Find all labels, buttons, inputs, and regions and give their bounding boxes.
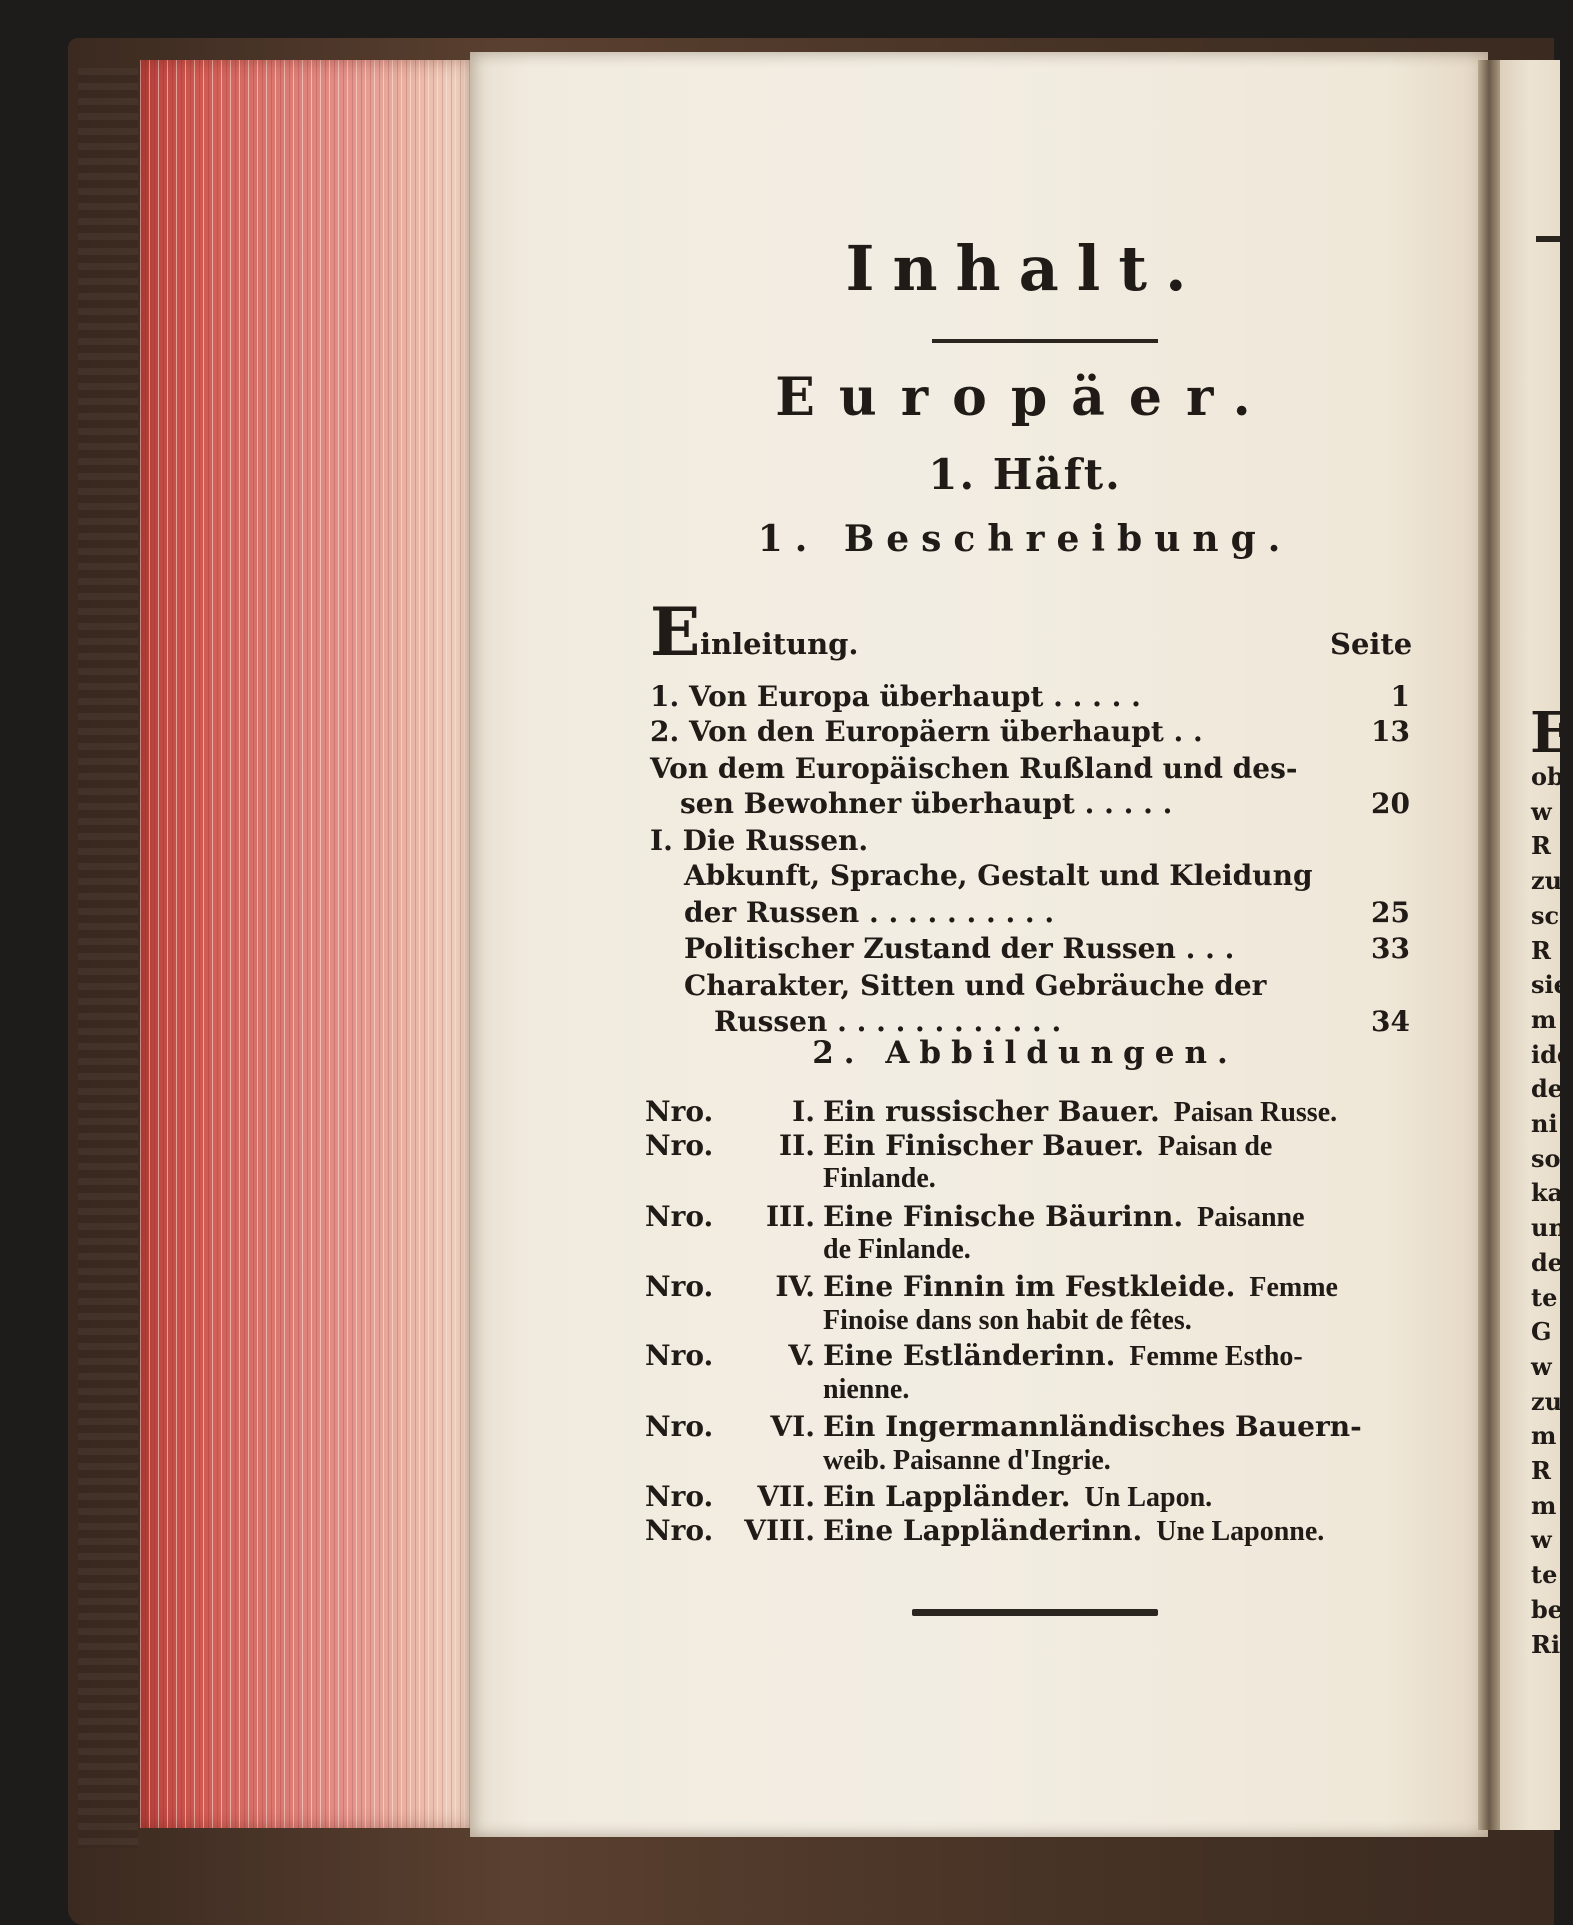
right-page-fragment: be — [1531, 1594, 1564, 1624]
toc-entry-page: 33 — [1371, 932, 1410, 965]
right-page-fragment: sie — [1531, 970, 1569, 1000]
right-page-fragment: G — [1531, 1317, 1552, 1347]
abbildung-row — [645, 1339, 1415, 1373]
abbildung-nro: Nro. — [645, 1270, 714, 1303]
abbildung-number: I. — [792, 1095, 815, 1128]
toc-entry-text: Russen . . . . . . . . . . . . — [714, 1005, 1062, 1038]
toc-row — [684, 968, 1410, 1004]
right-page-fragment: de — [1531, 1247, 1564, 1277]
toc-entry-text: Politischer Zustand der Russen . . . — [684, 932, 1235, 965]
right-page-fragments — [1531, 760, 1573, 1662]
abbildung-row — [645, 1410, 1415, 1444]
right-page-fragment: de — [1531, 1074, 1564, 1104]
page-fore-edge — [140, 60, 471, 1828]
abbildung-number: VI. — [770, 1410, 815, 1443]
title-rule — [932, 339, 1158, 343]
abbildung-french-title: Femme Estho- — [1129, 1341, 1303, 1372]
abbildung-german-title: Eine Finnin im Festkleide. — [823, 1270, 1236, 1303]
abbildung-number: V. — [788, 1339, 815, 1372]
abbildung-number: IV. — [775, 1270, 815, 1303]
abbildungen-heading: 2. Abbildungen. — [812, 1035, 1238, 1071]
abbildung-number: VIII. — [744, 1514, 815, 1547]
abbildung-french-title: Femme — [1249, 1272, 1338, 1303]
right-page-initial: E — [1530, 700, 1573, 766]
abbildung-row — [645, 1200, 1415, 1234]
toc-row — [684, 931, 1410, 967]
abbildung-french-title: Paisan de — [1158, 1131, 1273, 1162]
abbildung-continuation: nienne. — [823, 1374, 910, 1405]
right-page-fragment: te — [1531, 1560, 1558, 1590]
abbildung-german-title: Ein russischer Bauer. — [823, 1095, 1160, 1128]
toc-entry-page: 34 — [1371, 1005, 1410, 1038]
right-page-fragment: ka — [1531, 1178, 1564, 1208]
right-page-fragment: R — [1531, 935, 1551, 965]
right-page-fragment: R — [1531, 1456, 1551, 1486]
abbildung-row — [645, 1480, 1415, 1514]
toc-entry-text: der Russen . . . . . . . . . . — [684, 896, 1055, 929]
right-page-fragment: m — [1531, 1490, 1557, 1520]
right-page-fragment: w — [1531, 1525, 1552, 1555]
right-page-fragment: m — [1531, 1421, 1557, 1451]
abbildung-french-title: Une Laponne. — [1156, 1516, 1325, 1547]
intro-label: inleitung. — [700, 627, 859, 661]
right-page-fragment: ide — [1531, 1039, 1573, 1069]
right-page-fragment: Ri — [1531, 1629, 1561, 1659]
abbildung-continuation: de Finlande. — [823, 1234, 971, 1265]
toc-entry-page: 1 — [1390, 680, 1410, 713]
toc-entry-page: 13 — [1371, 715, 1410, 748]
toc-entry-text: Abkunft, Sprache, Gestalt und Kleidung — [684, 859, 1313, 892]
toc-row — [684, 858, 1410, 894]
abbildung-french-title: Un Lapon. — [1084, 1482, 1213, 1513]
abbildung-number: III. — [765, 1200, 815, 1233]
right-page-fragment: ob — [1531, 762, 1564, 791]
book-gutter — [1478, 60, 1500, 1830]
abbildung-row — [645, 1129, 1415, 1163]
right-page-fragment: zu — [1531, 1386, 1563, 1416]
abbildung-number: VII. — [757, 1480, 815, 1513]
toc-entry-text: sen Bewohner überhaupt . . . . . — [680, 787, 1173, 820]
right-page-fragment: un — [1531, 1213, 1566, 1243]
toc-entry-page: 20 — [1371, 787, 1410, 820]
page-column-label: Seite — [1330, 627, 1413, 661]
right-page-fragment: m — [1531, 1004, 1557, 1034]
subsection-heading: 1. Beschreibung. — [757, 518, 1293, 560]
bottom-rule — [912, 1609, 1158, 1616]
abbildung-french-title: Paisanne — [1197, 1202, 1305, 1233]
toc-entry-text: Charakter, Sitten und Gebräuche der — [684, 969, 1267, 1002]
right-page-fragment: sc — [1531, 900, 1560, 930]
abbildung-continuation: Finoise dans son habit de fêtes. — [823, 1305, 1192, 1336]
part-heading: 1. Häft. — [928, 450, 1122, 499]
abbildung-continuation: Finlande. — [823, 1163, 936, 1194]
page-title: Inhalt. — [845, 232, 1205, 305]
toc-entry-text: 2. Von den Europäern überhaupt . . — [650, 715, 1203, 748]
abbildung-continuation: weib. Paisanne d'Ingrie. — [823, 1445, 1111, 1476]
toc-row — [650, 714, 1410, 750]
toc-entry-page: 25 — [1371, 896, 1410, 929]
abbildung-german-title: Ein Lappländer. — [823, 1480, 1071, 1513]
abbildung-nro: Nro. — [645, 1410, 714, 1443]
abbildung-row — [645, 1270, 1415, 1304]
toc-entry-text: 1. Von Europa überhaupt . . . . . — [650, 680, 1141, 713]
abbildung-german-title: Eine Lappländerinn. — [823, 1514, 1143, 1547]
abbildung-german-title: Ein Finischer Bauer. — [823, 1129, 1144, 1162]
intro-initial: E — [650, 593, 701, 671]
abbildung-row — [645, 1514, 1415, 1548]
toc-entry-text: I. Die Russen. — [650, 824, 869, 857]
right-page-fragment: te — [1531, 1282, 1558, 1312]
toc-row — [650, 751, 1410, 787]
abbildung-french-title: Paisan Russe. — [1173, 1097, 1338, 1128]
right-page-fragment: w — [1531, 1351, 1552, 1381]
right-page-fragment: R — [1531, 831, 1551, 861]
abbildung-nro: Nro. — [645, 1514, 714, 1547]
abbildung-german-title: Eine Finische Bäurinn. — [823, 1200, 1184, 1233]
toc-row — [684, 895, 1410, 931]
toc-row — [650, 679, 1410, 715]
right-page-fragment: so — [1531, 1143, 1561, 1173]
abbildung-nro: Nro. — [645, 1095, 714, 1128]
toc-row — [680, 786, 1410, 822]
abbildung-nro: Nro. — [645, 1129, 714, 1162]
right-page-ornament — [1536, 236, 1560, 242]
right-page-fragment: w — [1531, 796, 1552, 826]
toc-row — [650, 823, 1410, 859]
abbildung-nro: Nro. — [645, 1339, 714, 1372]
abbildung-german-title: Ein Ingermannländisches Bauern- — [823, 1410, 1362, 1443]
right-page-fragment: ni — [1531, 1109, 1558, 1139]
abbildung-number: II. — [779, 1129, 815, 1162]
right-page-fragment: zu — [1531, 866, 1563, 896]
toc-entry-text: Von dem Europäischen Rußland und des- — [650, 752, 1298, 785]
abbildung-nro: Nro. — [645, 1480, 714, 1513]
section-heading: Europäer. — [775, 367, 1275, 428]
abbildung-german-title: Eine Estländerinn. — [823, 1339, 1116, 1372]
abbildung-nro: Nro. — [645, 1200, 714, 1233]
abbildung-row — [645, 1095, 1415, 1129]
